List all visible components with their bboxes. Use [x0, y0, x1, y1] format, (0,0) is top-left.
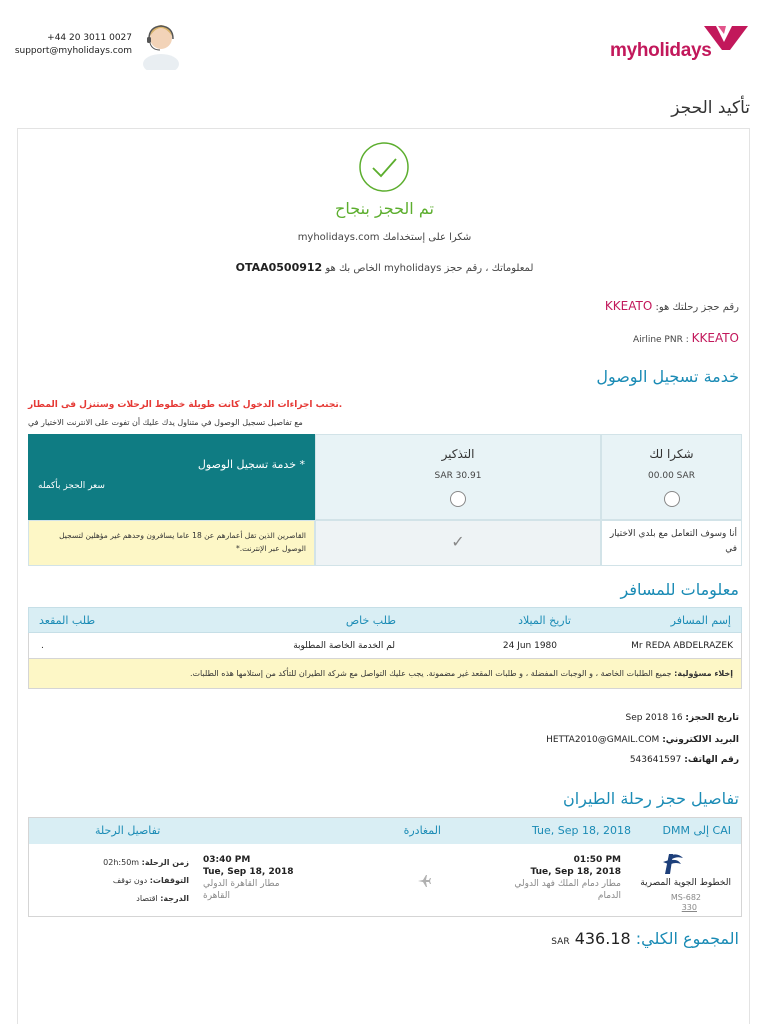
passenger-section-title: معلومات للمسافر — [620, 580, 739, 599]
trip-details — [59, 854, 189, 908]
booking-date-label: تاريخ الحجز: — [685, 713, 739, 723]
airline-pnr-label: Airline PNR : — [632, 335, 689, 345]
total-currency: SAR — [551, 937, 570, 947]
total-label: المجموع الكلي: — [635, 929, 739, 948]
stops-line — [59, 872, 189, 890]
flight-details-header: تفاصيل الرحلة — [95, 824, 161, 837]
passenger-name: Mr REDA ABDELRAZEK — [631, 641, 733, 651]
header-name: إسم المسافر — [670, 614, 731, 627]
departure-airport: مطار دمام الملك فهد الدولي — [514, 879, 621, 889]
success-message: تم الحجز بنجاح — [335, 199, 434, 218]
flight-date: Tue, Sep 18, 2018 — [532, 824, 631, 837]
flight-section-title: تفاصيل حجز رحلة الطيران — [562, 789, 739, 808]
myholidays-logo[interactable] — [610, 22, 750, 66]
success-check-icon — [358, 141, 410, 193]
pnr-value: KKEATO — [604, 299, 653, 313]
page-title: تأكيد الحجز — [671, 98, 750, 118]
arrival-date: Tue, Sep 18, 2018 — [203, 867, 294, 877]
checkin-warning: .تجنب اجراءات الدخول كانت طويلة خطوط الرحلات وستنزل فى المطار — [28, 400, 343, 410]
flight-route: CAI إلى DMM — [662, 824, 731, 837]
self-checkin-text: أنا وسوف التعامل مع بلدي الاختيار في — [601, 520, 742, 566]
checkin-decline-option — [601, 434, 742, 520]
airline-pnr-value: KKEATO — [691, 331, 739, 345]
reminder-price: SAR 30.91 — [434, 471, 482, 481]
booking-phone-label: رقم الهاتف: — [684, 755, 739, 765]
support-agent-icon — [140, 18, 182, 70]
flight-table-header — [29, 818, 741, 844]
reference-number: OTAA0500912 — [235, 261, 323, 274]
passenger-special: لم الخدمة الخاصة المطلوبة — [293, 641, 395, 651]
decline-radio[interactable] — [664, 491, 680, 507]
class-line — [59, 890, 189, 908]
passenger-seat: . — [41, 641, 44, 651]
booking-date — [625, 713, 739, 723]
decline-title: شكرا لك — [649, 447, 694, 461]
pnr-line — [605, 299, 739, 313]
duration-label: زمن الرحلة: — [141, 858, 189, 867]
support-contact — [10, 32, 132, 58]
departure-city: الدمام — [597, 891, 621, 901]
checkin-section-title: خدمة تسجيل الوصول — [596, 367, 739, 386]
airline-pnr-line — [633, 331, 739, 345]
checkin-subtext: مع تفاصيل تسجيل الوصول في متناول يدك عليك أن تفوت على الانترنت الاختيار في — [28, 418, 303, 427]
minor-note: القاصرين الذين تقل أعمارهم عن 18 عاما يسافرون وحدهم غير مؤهلين لتسجيل الوصول عبر الإنترنت.* — [28, 520, 315, 566]
booking-phone-value: 543641597 — [629, 755, 682, 765]
booking-card — [17, 128, 750, 1024]
decline-price: 00.00 SAR — [648, 471, 695, 481]
flight-number: MS-682 — [670, 893, 701, 902]
page-header — [0, 0, 768, 90]
flight-segment — [29, 844, 741, 916]
departure-date: Tue, Sep 18, 2018 — [530, 867, 621, 877]
total-price — [551, 929, 739, 948]
header-seat: طلب المقعد — [39, 614, 96, 627]
booking-email-label: البريد الالكتروني: — [662, 735, 739, 745]
airplane-icon — [417, 874, 431, 888]
passenger-dob: 24 Jun 1980 — [502, 641, 557, 651]
departure-header: المغادرة — [403, 824, 441, 837]
checkin-premium-option — [28, 434, 315, 520]
booking-date-value: 16 Sep 2018 — [625, 713, 683, 723]
checkin-reminder-option — [315, 434, 601, 520]
header-dob: تاريخ الميلاد — [518, 614, 571, 627]
reminder-title: التذكير — [441, 447, 475, 461]
header-special: طلب خاص — [345, 614, 396, 627]
premium-title: * خدمة تسجيل الوصول — [197, 458, 305, 471]
stops-label: التوقفات: — [149, 876, 189, 885]
premium-subtitle: سعر الحجز بأكمله — [38, 481, 105, 491]
checkmark-icon: ✓ — [315, 520, 601, 566]
passenger-table-header — [28, 607, 742, 633]
table-row — [28, 633, 742, 659]
duration-value: 02h:50m — [103, 858, 140, 867]
arrival-info — [203, 854, 294, 902]
pnr-label: رقم حجز رحلتك هو: — [655, 302, 739, 313]
egyptair-logo-icon — [659, 850, 685, 876]
arrival-city: القاهرة — [203, 891, 230, 901]
thanks-message: شكرا على إستخدامك myholidays.com — [297, 232, 472, 243]
checkin-options-table — [28, 434, 742, 566]
disclaimer-text: جميع الطلبات الخاصة ، و الوجبات المفضلة ، و طلبات المقعد غير مضمونة. يجب عليك التواصل مع شركة الطيران للتأكد من إستلامها هذه الطلبات. — [189, 669, 672, 678]
reminder-radio[interactable] — [450, 491, 466, 507]
total-amount: 436.18 — [574, 929, 631, 948]
airline-name: الخطوط الجوية المصرية — [640, 878, 731, 888]
duration-line — [59, 854, 189, 872]
booking-email-value: HETTA2010@GMAIL.COM — [546, 735, 660, 745]
aircraft-link[interactable]: 330 — [681, 903, 697, 912]
support-email[interactable]: support@myholidays.com — [14, 46, 132, 56]
class-label: الدرجة: — [160, 894, 189, 903]
class-value: اقتصاد — [136, 894, 158, 903]
departure-time: 01:50 PM — [573, 855, 621, 865]
booking-email — [546, 735, 739, 745]
passenger-table — [28, 607, 742, 689]
stops-value: دون توقف — [112, 876, 148, 885]
booking-phone — [630, 755, 739, 765]
arrival-airport: مطار القاهرة الدولي — [203, 879, 280, 889]
reference-prefix: لمعلوماتك ، رقم حجز myholidays الخاص بك هو — [325, 263, 534, 274]
disclaimer-label: إخلاء مسؤولية: — [674, 669, 733, 678]
departure-info — [514, 854, 621, 902]
support-phone[interactable]: +44 20 3011 0027 — [47, 33, 132, 43]
flight-details-table — [28, 817, 742, 917]
logo-text: myholidays — [610, 40, 712, 61]
booking-reference — [18, 261, 751, 274]
disclaimer — [28, 659, 742, 689]
arrival-time: 03:40 PM — [203, 855, 251, 865]
